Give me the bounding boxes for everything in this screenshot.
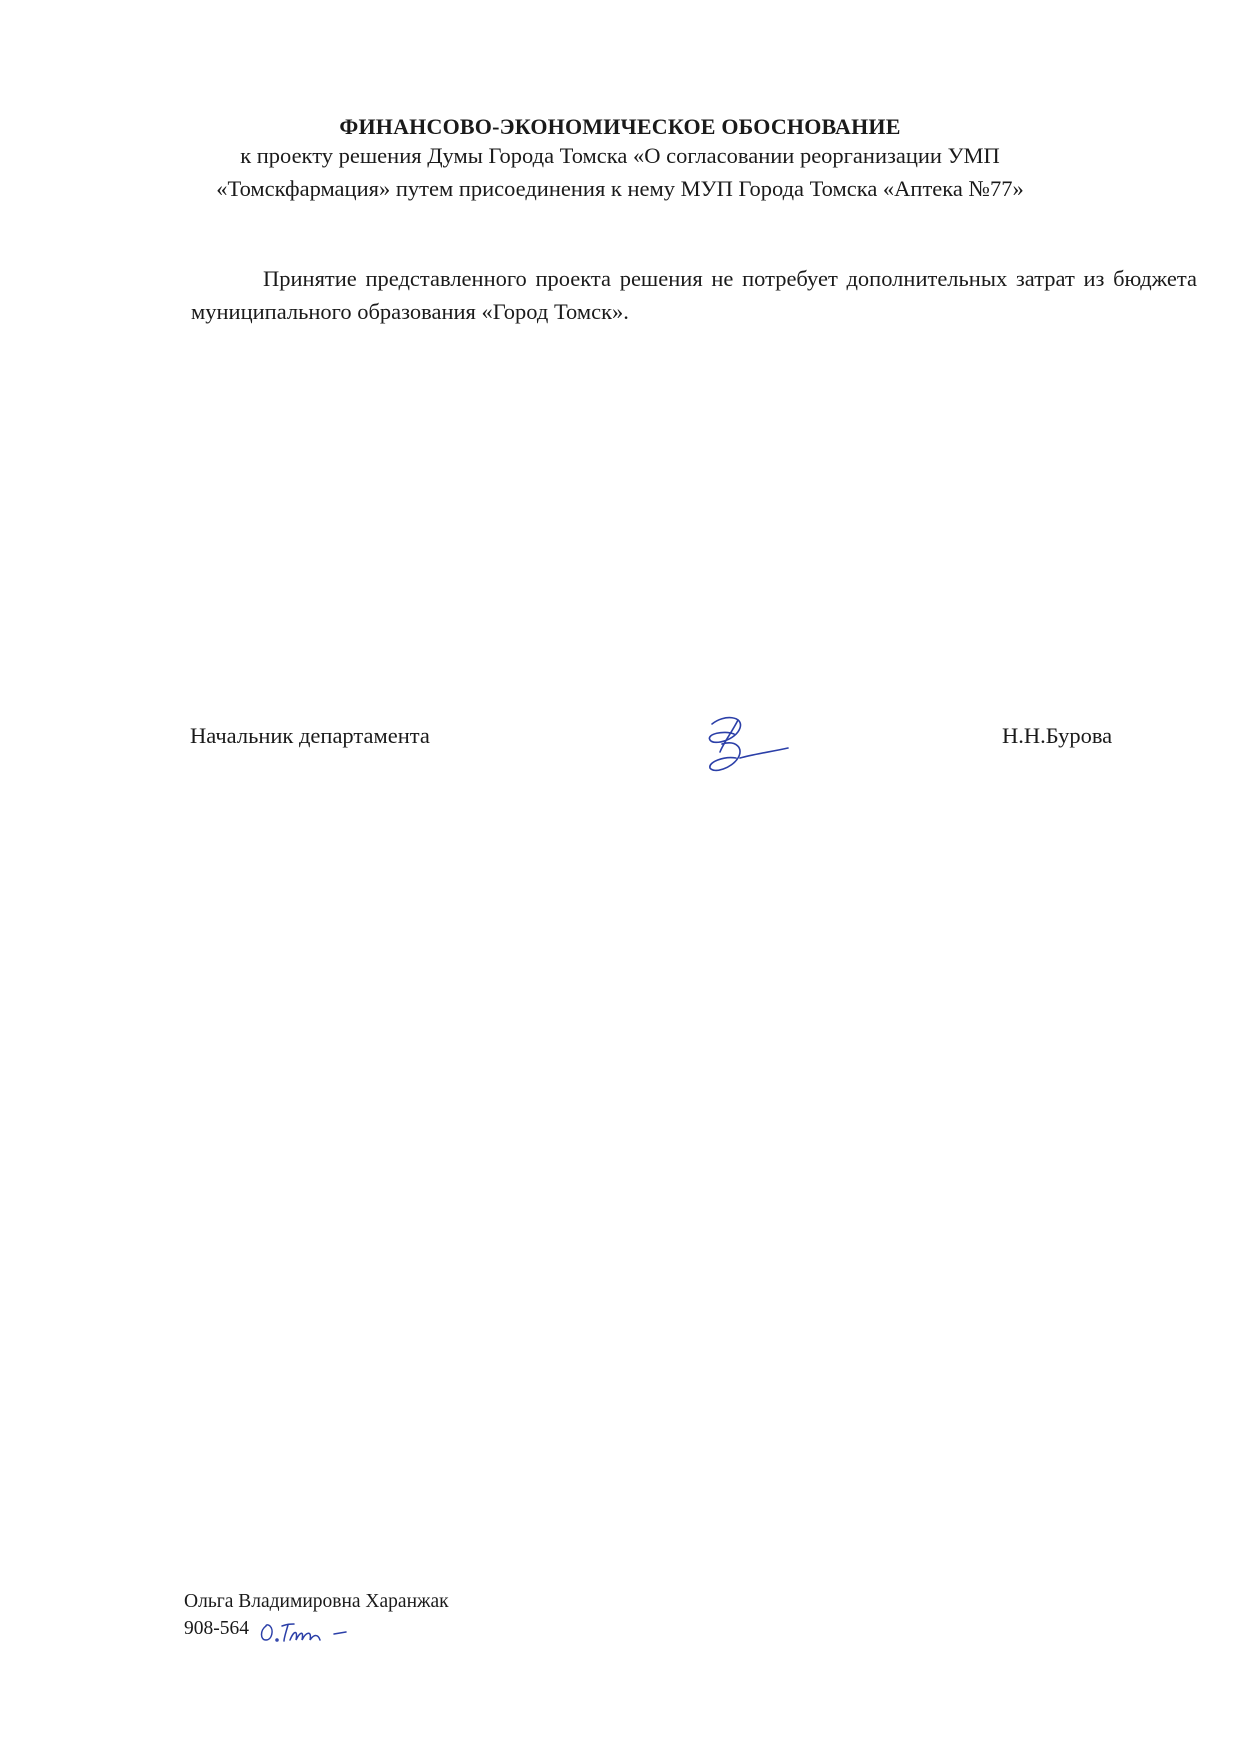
handwritten-initials-icon: [256, 1616, 352, 1646]
signatory-name: Н.Н.Бурова: [1002, 723, 1113, 748]
body-paragraph: Принятие представленного проекта решения не потребует дополнительных затрат из бюджета муниципального образования «Город Томск».: [191, 266, 1197, 324]
document-subtitle-line2: «Томскфармация» путем присоединения к нему МУП Города Томска «Аптека №77»: [216, 176, 1024, 201]
executor-name: Ольга Владимировна Харанжак: [184, 1591, 449, 1612]
document-title: ФИНАНСОВО-ЭКОНОМИЧЕСКОЕ ОБОСНОВАНИЕ: [339, 114, 901, 139]
signatory-position: Начальник департамента: [190, 723, 430, 748]
executor-phone: 908-564: [184, 1618, 249, 1639]
document-subtitle-line1: к проекту решения Думы Города Томска «О согласовании реорганизации УМП: [240, 143, 1000, 168]
handwritten-signature-icon: [700, 710, 800, 782]
